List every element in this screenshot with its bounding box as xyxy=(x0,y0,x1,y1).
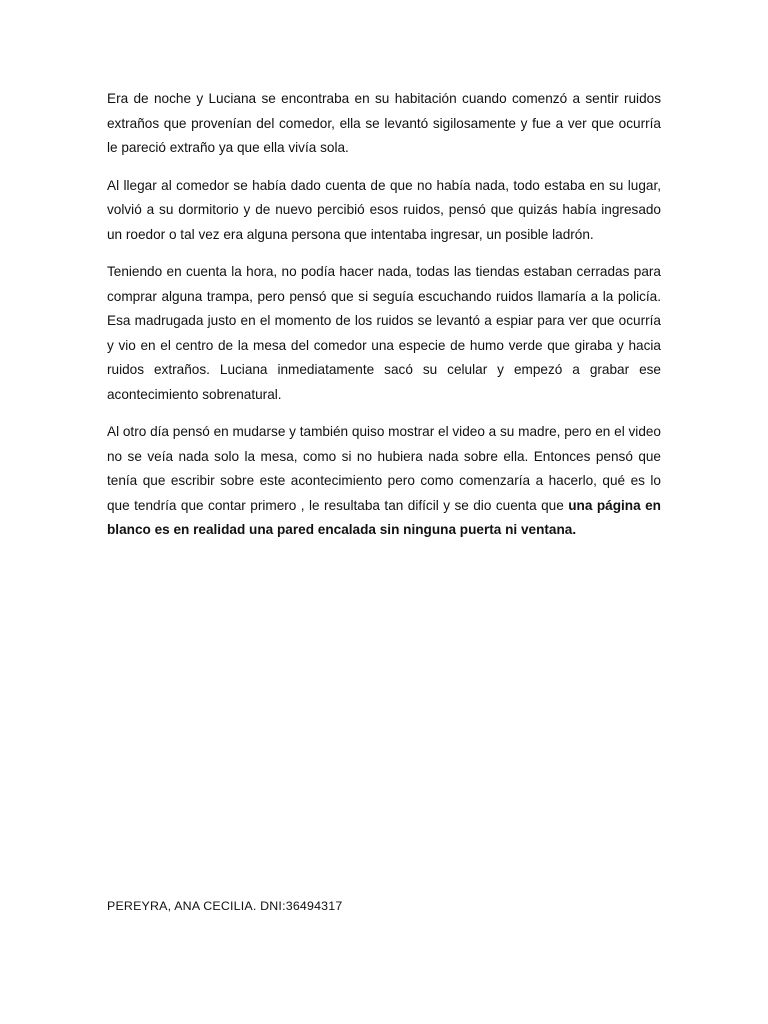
paragraph-2: Al llegar al comedor se había dado cuenta de que no había nada, todo estaba en su lugar, volvió a su dormitorio y de nuevo percibió esos ruidos, pensó que quizás había ingresado un roedor o tal vez era alguna persona que intentaba ingresar, un posible ladrón. xyxy=(107,177,661,242)
emphasized-closing-sentence: una página en blanco es en realidad una pared encalada sin ninguna puerta ni ventana. xyxy=(107,497,661,537)
author-footer: PEREYRA, ANA CECILIA. DNI:36494317 xyxy=(107,899,343,913)
document-body xyxy=(107,87,661,556)
paragraph-4-text: Al otro día pensó en mudarse y también quiso mostrar el video a su madre, pero en el video no se veía nada solo la mesa, como si no hubiera nada sobre ella. Entonces pensó que tenía que escribir sobre este acontecimiento pero como comenzaría a hacerlo, qué es lo que tendría que contar primero , le resultaba tan difícil y se dio cuenta que xyxy=(107,424,661,513)
paragraph-1: Era de noche y Luciana se encontraba en su habitación cuando comenzó a sentir ruidos extraños que provenían del comedor, ella se levantó sigilosamente y fue a ver que ocurría le pareció extraño ya que ella vivía sola. xyxy=(107,91,661,155)
paragraph-4 xyxy=(107,420,661,543)
paragraph-3: Teniendo en cuenta la hora, no podía hacer nada, todas las tiendas estaban cerradas para comprar alguna trampa, pero pensó que si seguía escuchando ruidos llamaría a la policía. Esa madrugada justo en el momento de los ruidos se levantó a espiar para ver que ocurría y vio en el centro de la mesa del comedor una especie de humo verde que giraba y hacia ruidos extraños. Luciana inmediatamente sacó su celular y empezó a grabar ese acontecimiento sobrenatural. xyxy=(107,264,661,402)
